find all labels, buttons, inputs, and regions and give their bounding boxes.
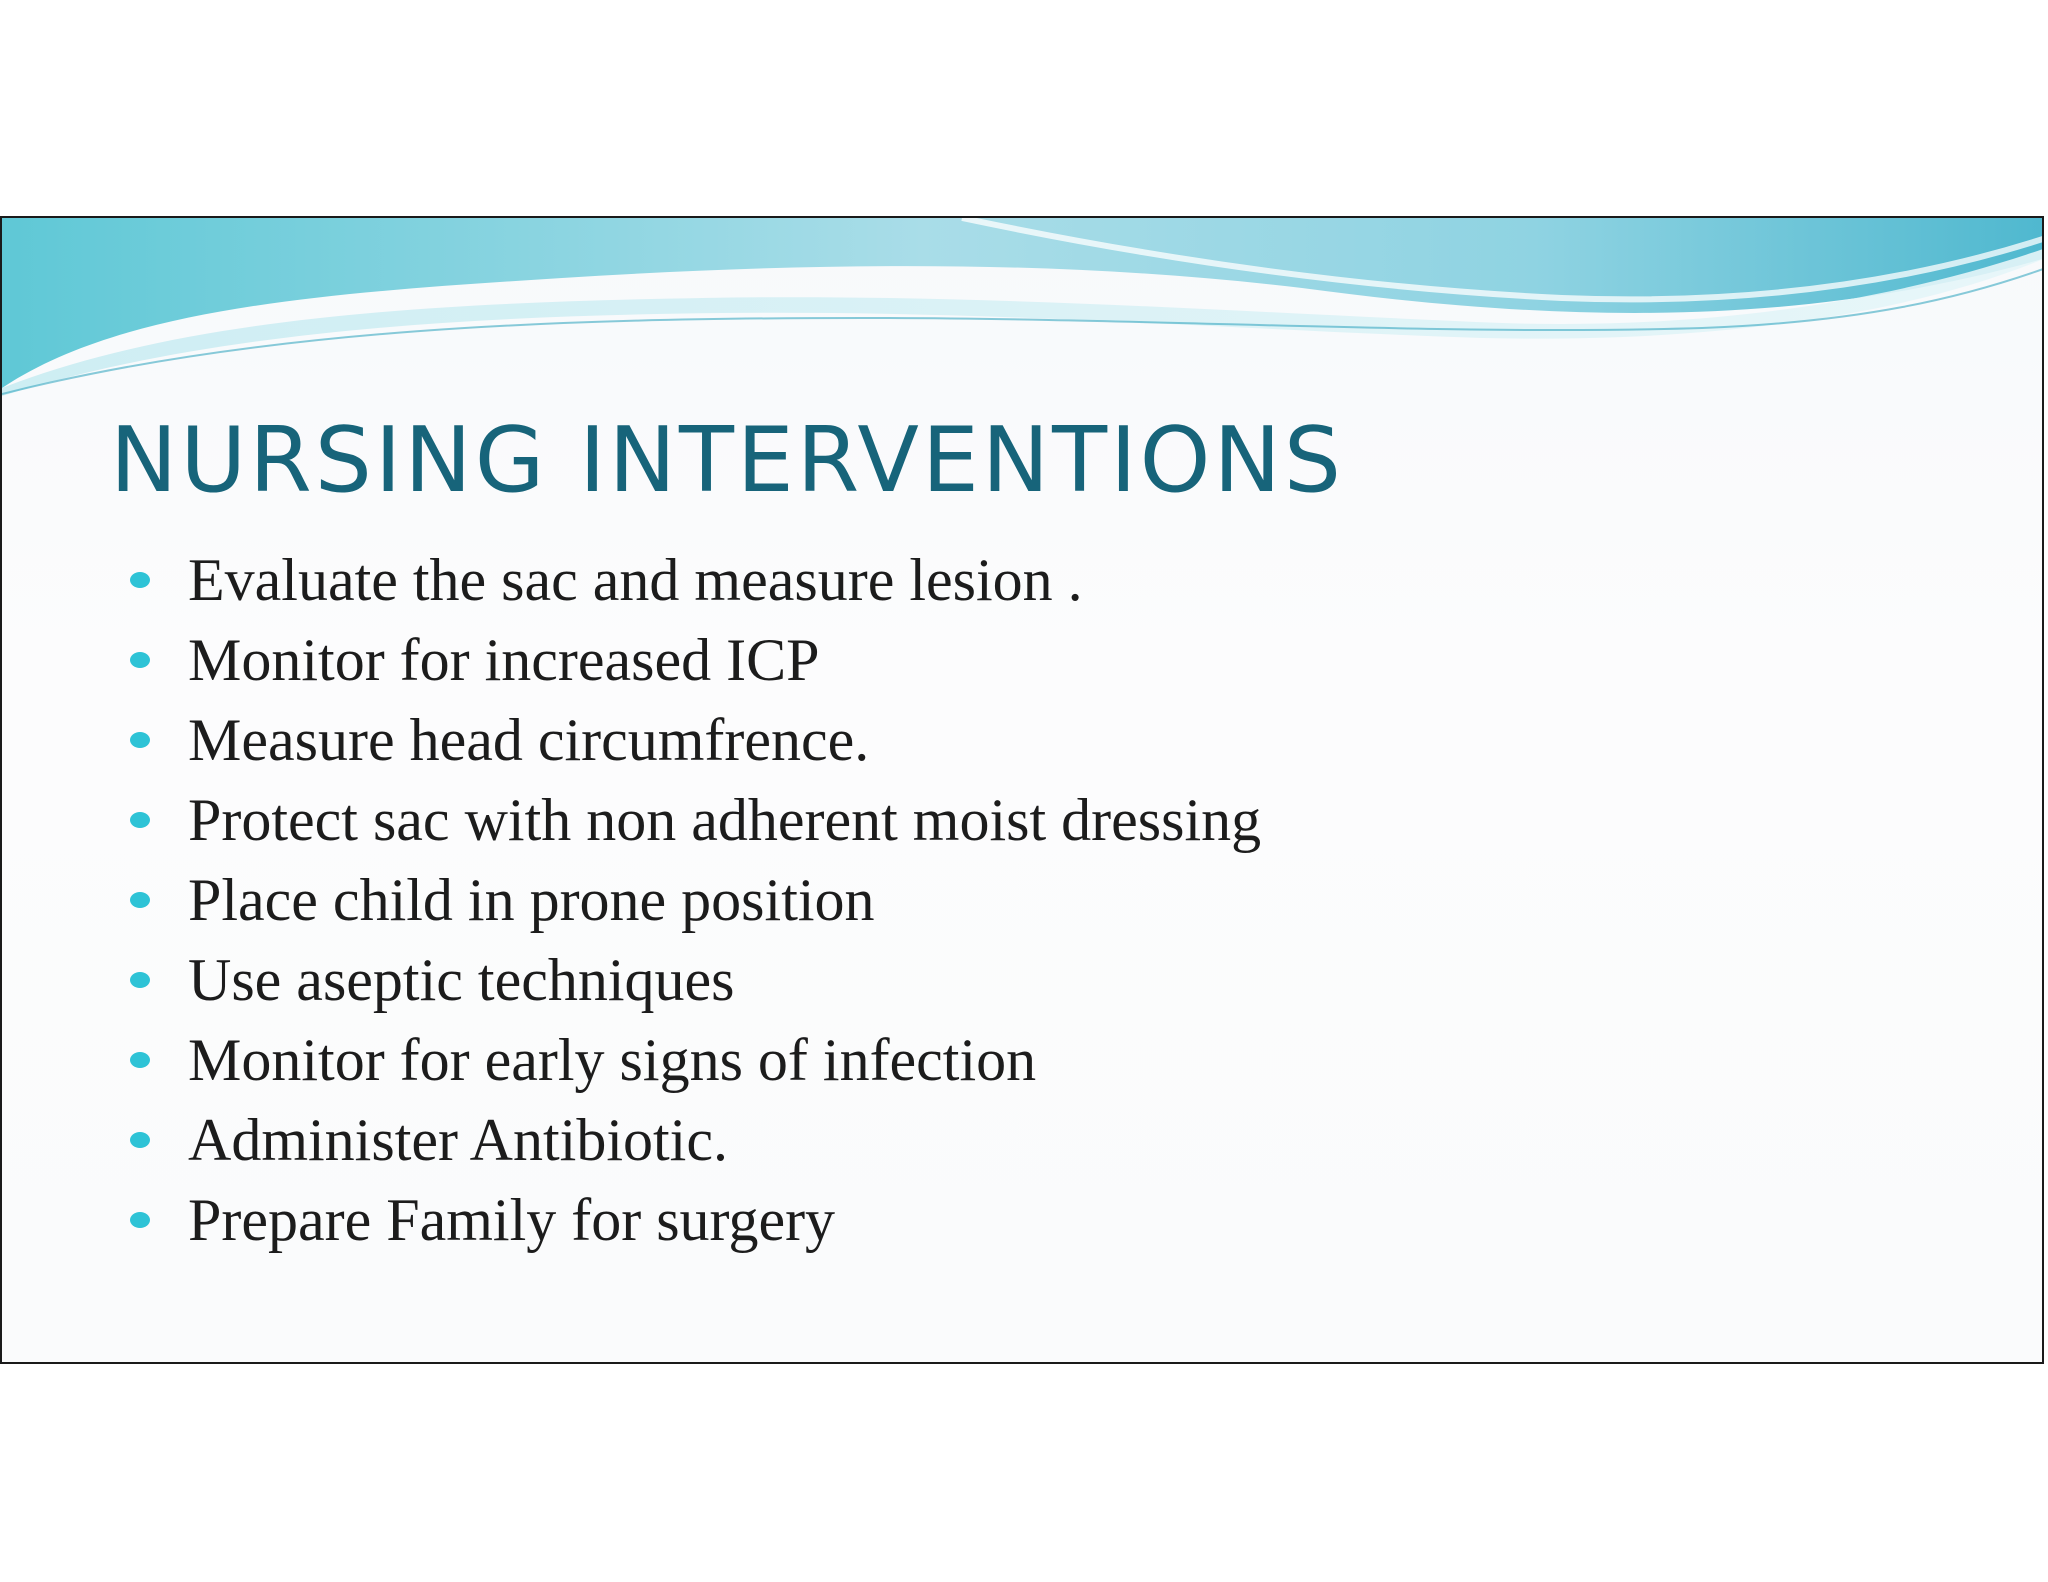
circle-bullet-icon: [130, 572, 150, 588]
circle-bullet-icon: [130, 812, 150, 828]
bullet-item: [130, 940, 1261, 1020]
bullet-item: [130, 860, 1261, 940]
wave-decoration: [2, 218, 2044, 398]
circle-bullet-icon: [130, 892, 150, 908]
bullet-text: Monitor for early signs of infection: [188, 1027, 1037, 1093]
slide: [0, 216, 2044, 1364]
bullet-item: [130, 1100, 1261, 1180]
bullet-text: Evaluate the sac and measure lesion .: [188, 547, 1083, 613]
circle-bullet-icon: [130, 1052, 150, 1068]
bullet-item: [130, 620, 1261, 700]
bullet-list: [130, 540, 1261, 1260]
bullet-item: [130, 780, 1261, 860]
bullet-text: Monitor for increased ICP: [188, 627, 820, 693]
circle-bullet-icon: [130, 972, 150, 988]
bullet-item: [130, 540, 1261, 620]
bullet-text: Measure head circumfrence.: [188, 707, 870, 773]
bullet-item: [130, 700, 1261, 780]
bullet-text: Prepare Family for surgery: [188, 1187, 836, 1253]
bullet-text: Place child in prone position: [188, 867, 875, 933]
bullet-text: Administer Antibiotic.: [188, 1107, 728, 1173]
bullet-item: [130, 1020, 1261, 1100]
bullet-text: Protect sac with non adherent moist dressing: [188, 787, 1262, 853]
circle-bullet-icon: [130, 652, 150, 668]
circle-bullet-icon: [130, 1212, 150, 1228]
circle-bullet-icon: [130, 732, 150, 748]
circle-bullet-icon: [130, 1132, 150, 1148]
bullet-text: Use aseptic techniques: [188, 947, 735, 1013]
slide-title: NURSING INTERVENTIONS: [110, 408, 1344, 513]
bullet-item: [130, 1180, 1261, 1260]
